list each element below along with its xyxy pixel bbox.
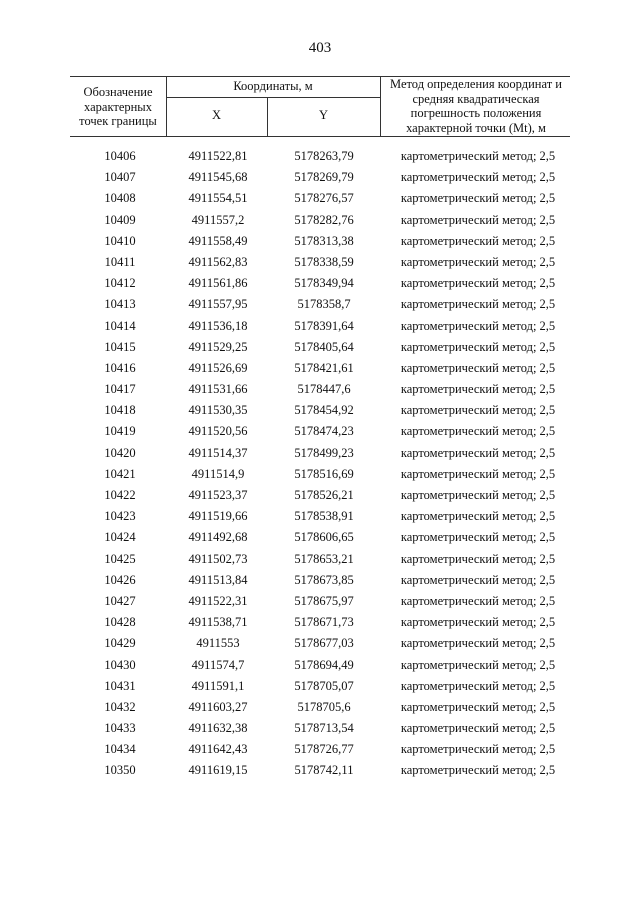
cell-y: 5178653,21 [294, 551, 354, 566]
header-coordinates: Координаты, м [233, 79, 313, 93]
cell-point-id: 10419 [104, 424, 136, 439]
cell-point-id: 10350 [104, 763, 136, 778]
cell-point-id: 10417 [104, 382, 136, 397]
table-header [70, 76, 570, 136]
table-row [70, 444, 570, 465]
cell-y: 5178673,85 [294, 572, 354, 587]
cell-x: 4911522,81 [188, 149, 248, 163]
page-number: 403 [308, 40, 332, 56]
cell-y: 5178671,73 [294, 615, 354, 630]
cell-method: картометрический метод; 2,5 [400, 212, 556, 227]
cell-y: 5178538,91 [294, 509, 354, 524]
table-row [70, 253, 570, 274]
cell-y: 5178313,38 [294, 233, 354, 248]
cell-x: 4911557,95 [188, 297, 248, 312]
cell-x: 4911531,66 [188, 382, 248, 397]
cell-point-id: 10424 [104, 530, 136, 545]
cell-x: 4911562,83 [188, 254, 248, 269]
table-row [70, 295, 570, 316]
cell-y: 5178694,49 [294, 657, 354, 672]
cell-method: картометрический метод; 2,5 [400, 339, 556, 354]
cell-y: 5178338,59 [294, 254, 354, 269]
cell-point-id: 10413 [104, 297, 136, 312]
cell-method: картометрический метод; 2,5 [400, 424, 556, 439]
cell-x: 4911529,25 [188, 339, 248, 354]
cell-y: 5178606,65 [294, 530, 354, 545]
coords-subheader-rule [166, 97, 380, 98]
cell-y: 5178726,77 [294, 742, 354, 757]
cell-point-id: 10429 [104, 636, 136, 651]
cell-point-id: 10426 [104, 572, 136, 587]
table-row [70, 528, 570, 549]
cell-x: 4911632,38 [188, 721, 248, 736]
cell-y: 5178454,92 [294, 403, 354, 418]
cell-y: 5178276,57 [294, 191, 354, 206]
cell-y: 5178269,79 [294, 170, 354, 185]
cell-point-id: 10409 [104, 212, 136, 227]
cell-y: 5178349,94 [294, 276, 354, 291]
table-row [70, 232, 570, 253]
table-row [70, 211, 570, 232]
table-row [70, 592, 570, 613]
cell-x: 4911522,31 [188, 593, 248, 608]
cell-x: 4911514,37 [188, 445, 248, 460]
cell-point-id: 10430 [104, 657, 136, 672]
cell-x: 4911554,51 [188, 191, 248, 206]
cell-x: 4911591,1 [191, 678, 245, 693]
cell-point-id: 10408 [104, 191, 136, 206]
cell-x: 4911520,56 [188, 424, 248, 439]
table-row [70, 359, 570, 380]
cell-x: 4911553 [196, 636, 240, 651]
cell-point-id: 10406 [104, 149, 136, 163]
cell-point-id: 10420 [104, 445, 136, 460]
cell-point-id: 10411 [104, 254, 136, 269]
cell-y: 5178675,97 [294, 593, 354, 608]
cell-method: картометрический метод; 2,5 [400, 445, 556, 460]
cell-point-id: 10418 [104, 403, 136, 418]
table-row [70, 465, 570, 486]
cell-point-id: 10428 [104, 615, 136, 630]
table-row [70, 147, 570, 168]
cell-method: картометрический метод; 2,5 [400, 254, 556, 269]
cell-y: 5178391,64 [294, 318, 354, 333]
table-row [70, 719, 570, 740]
cell-point-id: 10415 [104, 339, 136, 354]
cell-x: 4911526,69 [188, 360, 248, 375]
cell-method: картометрический метод; 2,5 [400, 699, 556, 714]
header-divider-2 [380, 76, 381, 136]
table-row [70, 550, 570, 571]
header-y: Y [318, 108, 329, 122]
cell-x: 4911561,86 [188, 276, 248, 291]
table-row [70, 274, 570, 295]
table-row [70, 698, 570, 719]
table-row [70, 168, 570, 189]
cell-method: картометрический метод; 2,5 [400, 657, 556, 672]
cell-method: картометрический метод; 2,5 [400, 488, 556, 502]
table-row [70, 422, 570, 443]
cell-point-id: 10414 [104, 318, 136, 333]
cell-point-id: 10410 [104, 233, 136, 248]
cell-point-id: 10433 [104, 721, 136, 736]
cell-x: 4911603,27 [188, 699, 248, 714]
cell-y: 5178405,64 [294, 339, 354, 354]
cell-x: 4911502,73 [188, 551, 248, 566]
cell-point-id: 10412 [104, 276, 136, 291]
table-row [70, 740, 570, 761]
cell-y: 5178421,61 [294, 360, 354, 375]
cell-y: 5178499,23 [294, 445, 354, 460]
cell-y: 5178705,07 [294, 678, 354, 693]
header-bottom-rule [70, 136, 570, 137]
cell-point-id: 10422 [104, 488, 136, 502]
table-row [70, 317, 570, 338]
cell-point-id: 10432 [104, 699, 136, 714]
header-method: Метод определения координат и средняя квадратическая погрешность положения характерной точки (Mt), м [390, 77, 562, 135]
cell-method: картометрический метод; 2,5 [400, 403, 556, 418]
cell-y: 5178713,54 [294, 721, 354, 736]
table-row [70, 761, 570, 782]
table-body [70, 147, 570, 783]
cell-method: картометрический метод; 2,5 [400, 360, 556, 375]
table-row [70, 613, 570, 634]
cell-x: 4911514,9 [191, 466, 245, 481]
table-row [70, 338, 570, 359]
cell-x: 4911523,37 [188, 488, 248, 502]
cell-method: картометрический метод; 2,5 [400, 678, 556, 693]
cell-method: картометрический метод; 2,5 [400, 297, 556, 312]
cell-y: 5178742,11 [294, 763, 354, 778]
table-row [70, 656, 570, 677]
cell-y: 5178358,7 [297, 297, 351, 312]
header-point: Обозначение характерных точек границы [79, 85, 157, 128]
table-row [70, 677, 570, 698]
table-row [70, 486, 570, 507]
table-row [70, 189, 570, 210]
cell-x: 4911545,68 [188, 170, 248, 185]
cell-point-id: 10423 [104, 509, 136, 524]
cell-y: 5178447,6 [297, 382, 351, 397]
cell-x: 4911513,84 [188, 572, 248, 587]
cell-x: 4911519,66 [188, 509, 248, 524]
cell-method: картометрический метод; 2,5 [400, 466, 556, 481]
cell-method: картометрический метод; 2,5 [400, 742, 556, 757]
cell-y: 5178282,76 [294, 212, 354, 227]
table-row [70, 571, 570, 592]
table-row [70, 634, 570, 655]
cell-y: 5178474,23 [294, 424, 354, 439]
cell-x: 4911530,35 [188, 403, 248, 418]
cell-x: 4911574,7 [191, 657, 245, 672]
cell-method: картометрический метод; 2,5 [400, 233, 556, 248]
cell-method: картометрический метод; 2,5 [400, 509, 556, 524]
cell-method: картометрический метод; 2,5 [400, 276, 556, 291]
cell-method: картометрический метод; 2,5 [400, 551, 556, 566]
cell-y: 5178516,69 [294, 466, 354, 481]
cell-method: картометрический метод; 2,5 [400, 191, 556, 206]
cell-method: картометрический метод; 2,5 [400, 572, 556, 587]
cell-point-id: 10431 [104, 678, 136, 693]
cell-x: 4911557,2 [191, 212, 245, 227]
cell-x: 4911538,71 [188, 615, 248, 630]
cell-point-id: 10427 [104, 593, 136, 608]
cell-method: картометрический метод; 2,5 [400, 318, 556, 333]
cell-point-id: 10407 [104, 170, 136, 185]
cell-y: 5178263,79 [294, 149, 354, 163]
cell-method: картометрический метод; 2,5 [400, 721, 556, 736]
header-x: X [211, 108, 222, 122]
table-row [70, 401, 570, 422]
cell-x: 4911558,49 [188, 233, 248, 248]
cell-x: 4911492,68 [188, 530, 248, 545]
cell-x: 4911536,18 [188, 318, 248, 333]
cell-y: 5178705,6 [297, 699, 351, 714]
cell-method: картометрический метод; 2,5 [400, 530, 556, 545]
cell-method: картометрический метод; 2,5 [400, 763, 556, 778]
cell-method: картометрический метод; 2,5 [400, 593, 556, 608]
cell-method: картометрический метод; 2,5 [400, 636, 556, 651]
cell-point-id: 10425 [104, 551, 136, 566]
cell-x: 4911619,15 [188, 763, 248, 778]
cell-x: 4911642,43 [188, 742, 248, 757]
table-row [70, 380, 570, 401]
cell-method: картометрический метод; 2,5 [400, 615, 556, 630]
table-row [70, 507, 570, 528]
cell-method: картометрический метод; 2,5 [400, 170, 556, 185]
cell-point-id: 10421 [104, 466, 136, 481]
cell-point-id: 10434 [104, 742, 136, 757]
cell-y: 5178677,03 [294, 636, 354, 651]
cell-method: картометрический метод; 2,5 [400, 149, 556, 163]
cell-y: 5178526,21 [294, 488, 354, 502]
cell-method: картометрический метод; 2,5 [400, 382, 556, 397]
cell-point-id: 10416 [104, 360, 136, 375]
